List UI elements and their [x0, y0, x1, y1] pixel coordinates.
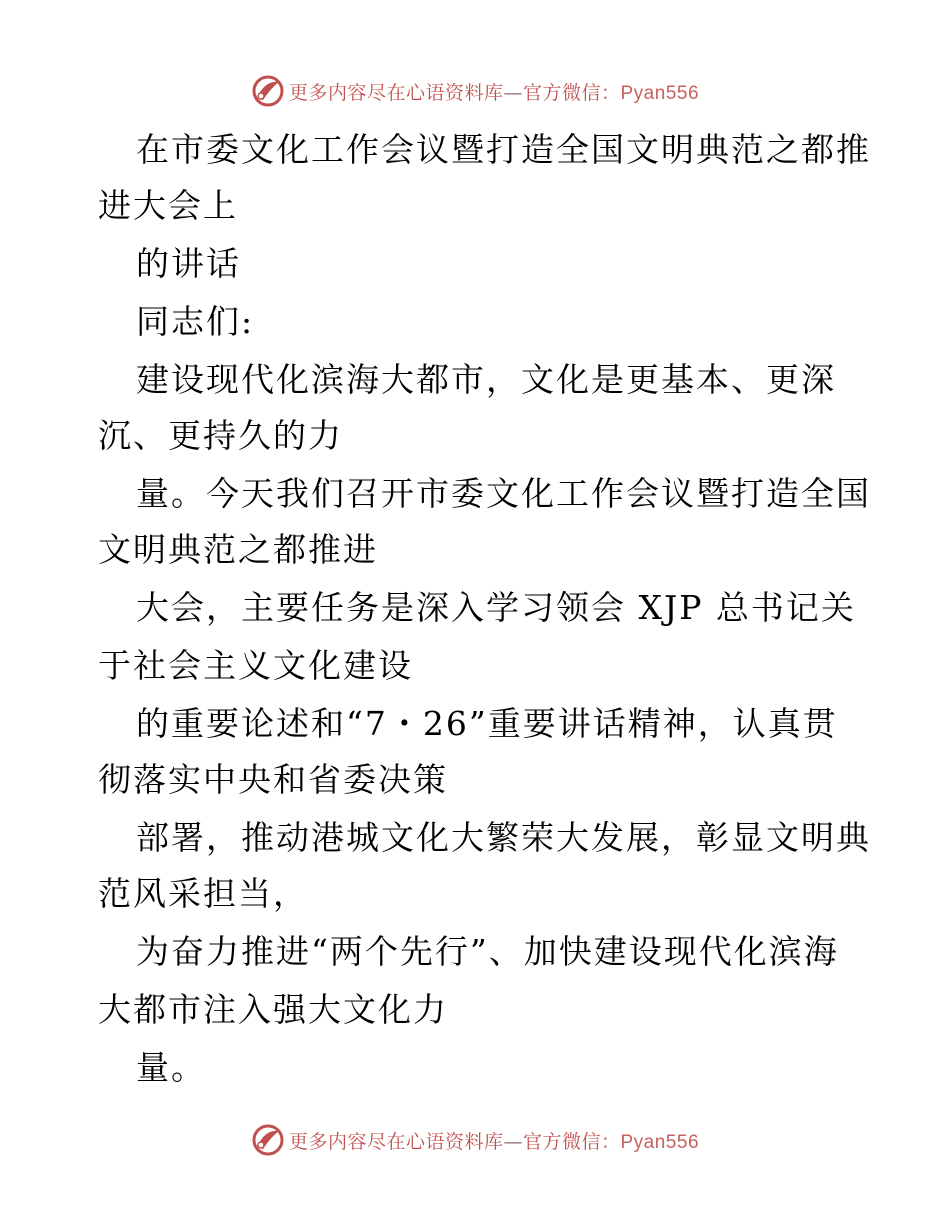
banner-wechat-label: 官方微信： [522, 81, 621, 104]
text-line: 于社会主义文化建设 [98, 646, 413, 685]
banner-wechat-handle: Pyan556 [620, 1131, 700, 1153]
banner-brand: 更多内容尽在心语资料库 [288, 1130, 504, 1153]
banner-wechat-label: 官方微信： [522, 1130, 621, 1153]
banner-text [289, 1127, 699, 1154]
text-line: 为奋力推进“两个先行”、加快建设现代化滨海 [136, 932, 839, 971]
text-line: 同志们: [136, 302, 255, 341]
text-line: 的重要论述和“7・26”重要讲话精神，认真贯 [136, 704, 838, 743]
text-line: 文明典范之都推进 [98, 530, 378, 569]
text-line: 量。 [136, 1048, 206, 1087]
text-line: 大会，主要任务是深入学习领会 XJP 总书记关 [136, 588, 856, 627]
text-line: 在市委文化工作会议暨打造全国文明典范之都推 [136, 130, 871, 169]
text-line: 量。今天我们召开市委文化工作会议暨打造全国 [136, 474, 871, 513]
footer-banner [0, 1120, 950, 1160]
text-line: 范风采担当， [98, 874, 308, 913]
text-line: 建设现代化滨海大都市，文化是更基本、更深 [136, 360, 836, 399]
banner-wechat-handle: Pyan556 [620, 82, 700, 104]
text-line: 部署，推动港城文化大繁荣大发展，彰显文明典 [136, 818, 871, 857]
header-banner [0, 71, 950, 111]
text-line: 大都市注入强大文化力 [98, 990, 448, 1029]
fountain-pen-logo-icon [251, 1123, 285, 1157]
text-line: 彻落实中央和省委决策 [98, 760, 448, 799]
text-line: 沉、更持久的力 [98, 416, 343, 455]
text-line: 的讲话 [136, 244, 241, 283]
fountain-pen-logo-icon [251, 74, 285, 108]
banner-separator: — [503, 1130, 523, 1153]
text-line: 进大会上 [98, 186, 238, 225]
banner-separator: — [503, 81, 523, 104]
banner-brand: 更多内容尽在心语资料库 [288, 81, 504, 104]
banner-text [289, 78, 699, 105]
